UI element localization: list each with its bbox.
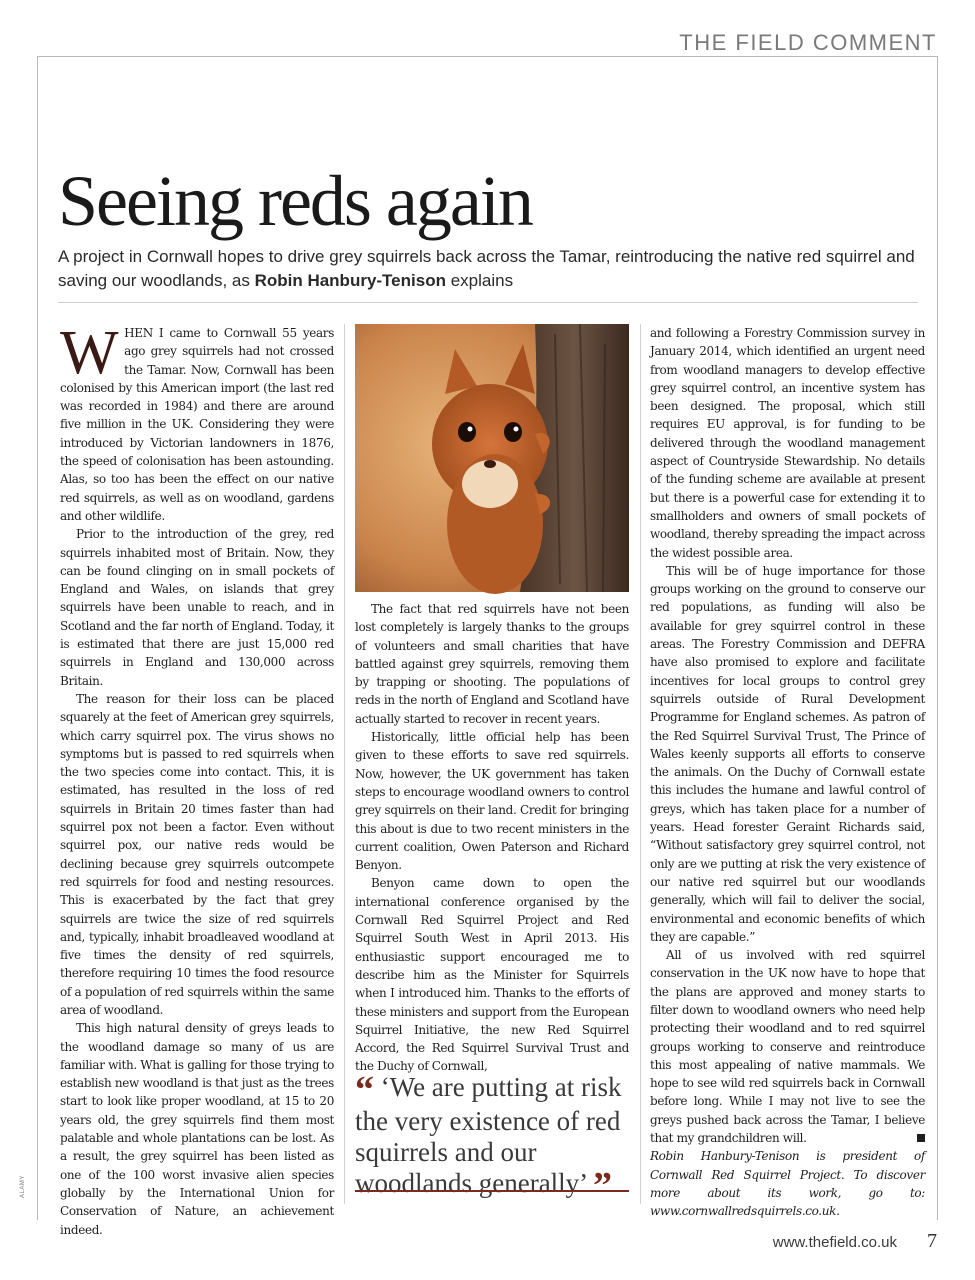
paragraph: and following a Forestry Commission survey in January 2014, which identified an urgent need from woodland managers to develop effective grey squirrel control, an incentive system has been designed. The proposal, which still requires EU approval, is for funding to be delivered through the woodland management aspect of Countryside Stewardship. No details of the funding scheme are available at present but there is a powerful case for extending it to smallholders and owners of small pockets of woodland, thereby spreading the impact across the widest possible area. <box>650 326 925 560</box>
standfirst-suffix: explains <box>445 271 514 290</box>
close-quote-mark: ” <box>592 1165 612 1207</box>
drop-cap: W <box>60 319 119 387</box>
pull-quote <box>355 1069 629 1207</box>
paragraph: The fact that red squirrels have not been lost completely is largely thanks to the groups of volunteers and small charities that have battled against grey squirrels, removing them by trapping or shooting. The populations of reds in the north of England and Scotland have actually started to recover in recent years. <box>355 602 629 726</box>
standfirst-text: A project in Cornwall hopes to drive grey squirrels back across the Tamar, reintroducing the native red squirrel and saving our woodlands, as <box>58 247 915 290</box>
standfirst <box>58 245 918 293</box>
paragraph: The reason for their loss can be placed squarely at the feet of American grey squirrels, which carry squirrel pox. The virus shows no symptoms but is passed to red squirrels when the two species come into contact. This, it is estimated, has resulted in the loss of red squirrels in Britain 20 times faster than had squirrel pox not been a factor. Even without squirrel pox, our native reds would be declining because grey squirrels outcompete red squirrels for food and nesting resources. This is exacerbated by the fact that grey squirrels are twice the size of red squirrels and, typically, inhabit broadleaved woodland at five times the density of red squirrels, therefore requiring 10 times the food resource of a population of red squirrels within the same area of woodland. <box>60 691 334 1017</box>
column-divider <box>640 324 641 1204</box>
paragraph: All of us involved with red squirrel conservation in the UK now have to hope that the plans are approved and money starts to filter down to woodland owners who need help protecting their woodland and to red squirrel groups working to conserve and reintroduce this most appealing of native mammals. We hope to see wild red squirrels back in Cornwall before long. While I may not live to see the greys pushed back across the Tamar, I believe that my grandchildren will. <box>650 948 925 1146</box>
column-2 <box>355 600 629 1074</box>
end-mark-icon <box>917 1134 925 1142</box>
standfirst-author: Robin Hanbury-Tenison <box>254 271 446 290</box>
squirrel-illustration <box>355 324 629 592</box>
photo-credit: ALAMY <box>20 1175 26 1198</box>
section-label: THE FIELD COMMENT <box>679 30 937 55</box>
paragraph: Benyon came down to open the international conference organised by the Cornwall Red Squirrel Project and Red Squirrel South West in April 2013. His enthusiastic support encouraged me to describe him as the Minister for Squirrels when I introduced him. Thanks to the efforts of these ministers and support from the European Squirrel Initiative, the new Red Squirrel Accord, the Red Squirrel Survival Trust and the Duchy of Cornwall, <box>355 876 629 1074</box>
pull-quote-text: ‘We are putting at risk the very existence of red squirrels and our woodlands generally’ <box>355 1072 622 1198</box>
paragraph: WHEN I came to Cornwall 55 years ago grey squirrels had not crossed the Tamar. Now, Cornwall has been colonised by this American import (the last red was recorded in 1984) and there are around five million in the UK. Considering they were introduced by Victorian landowners in 1876, the speed of colonisation has been astounding. Alas, so too has been the effect on our native red squirrels, as well as on woodland, gardens and other wildlife. <box>60 319 334 523</box>
headline-rule <box>58 302 918 303</box>
open-quote-mark: “ <box>355 1069 374 1111</box>
column-divider <box>344 324 345 1204</box>
paragraph: Prior to the introduction of the grey, red squirrels inhabited most of Britain. Now, they can be found clinging on in small pockets of England and Wales, on islands that grey squirrels have been unable to reach, and in Scotland and the far north of England. Today, it is estimated that there are just 15,000 red squirrels in England and 130,000 across Britain. <box>60 527 334 688</box>
author-bio: Robin Hanbury-Tenison is president of Cornwall Red Squirrel Project. To discover more about its work, go to: www.cornwallredsquirrels.co.uk. <box>650 1149 925 1219</box>
column-3 <box>650 324 925 1219</box>
pull-quote-rule <box>355 1190 629 1192</box>
paragraph: This high natural density of greys leads to the woodland damage so many of us are familiar with. What is galling for those trying to establish new woodland is that just as the trees start to look like proper woodland, at 15 to 20 years old, the grey squirrels find them most palatable and whole plantations can be lost. As a result, the grey squirrel has been listed as one of the 100 worst invasive alien species globally by the International Union for Conservation of Nature, an achievement indeed. <box>60 1021 334 1237</box>
column-1 <box>60 319 334 1237</box>
page-number: 7 <box>927 1230 937 1252</box>
headline: Seeing reds again <box>58 161 532 241</box>
red-squirrel-photo <box>355 324 629 592</box>
paragraph: This will be of huge importance for those groups working on the ground to conserve our red populations, as funding will also be available for grey squirrel control in these areas. The Forestry Commission and DEFRA have also promised to explore and facilitate incentives for local groups to control grey squirrels outside of Rural Development Programme for England schemes. As patron of the Red Squirrel Survival Trust, The Prince of Wales keenly supports all efforts to conserve the animals. On the Duchy of Cornwall estate this includes the humane and lawful control of greys, which has taken place for a number of years. Head forester Geraint Richards said, “Without satisfactory grey squirrel control, not only are we putting at risk the very existence of our native red squirrel but our woodlands generally, which will fail to deliver the social, environmental and economic benefits of which they are capable.” <box>650 563 925 944</box>
footer-url: www.thefield.co.uk <box>772 1234 897 1251</box>
paragraph: Historically, little official help has been given to these efforts to save red squirrels. Now, however, the UK government has taken steps to encourage woodland owners to control grey squirrels on their land. Credit for bringing this about is due to two recent ministers in the current coalition, Owen Paterson and Richard Benyon. <box>355 730 629 873</box>
